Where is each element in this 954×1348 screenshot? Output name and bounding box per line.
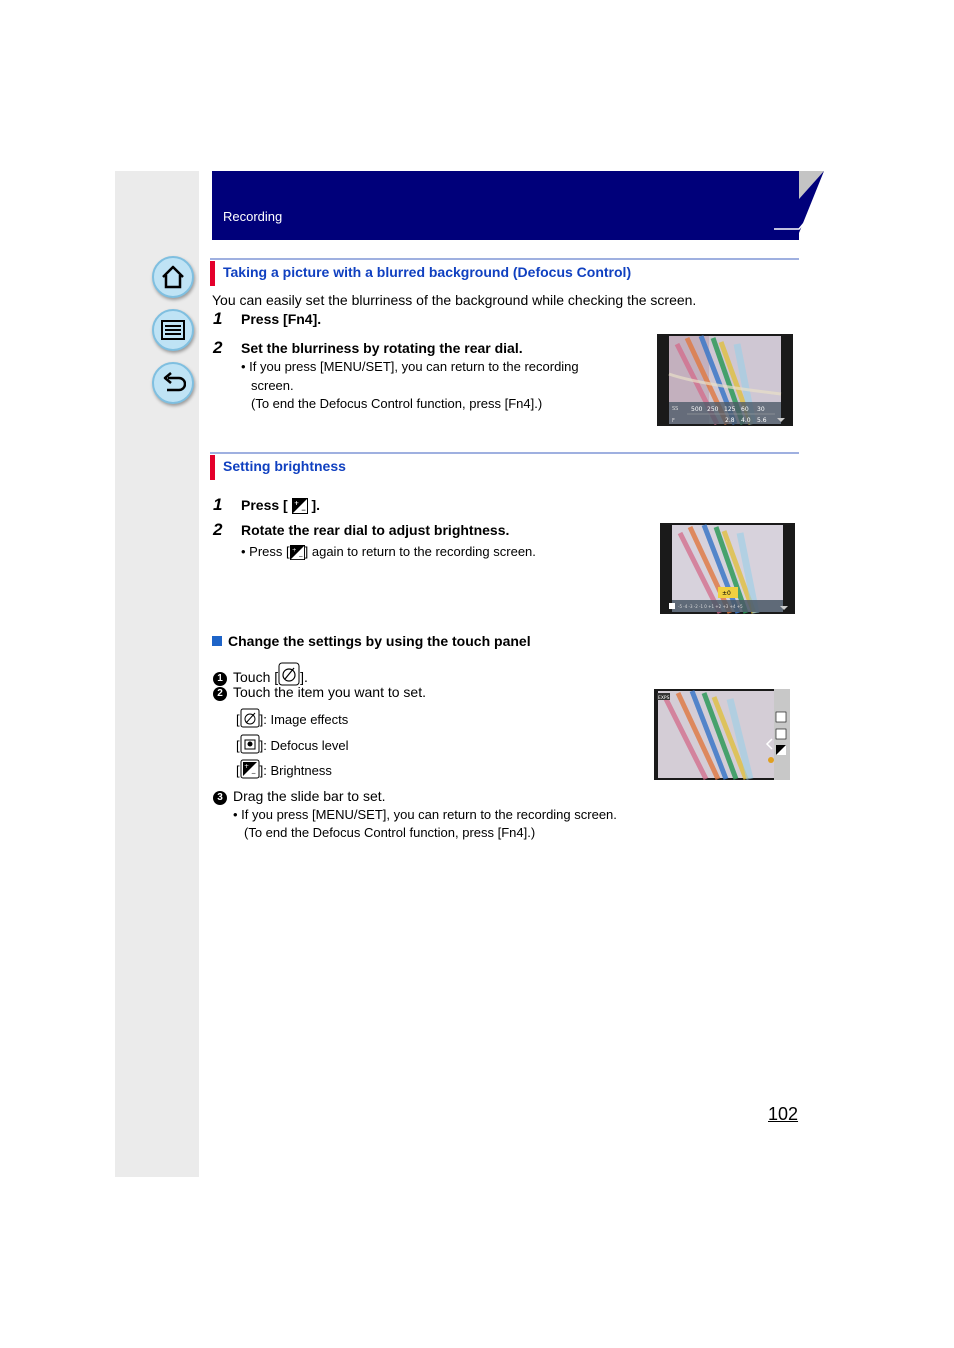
section-heading-brightness <box>210 452 799 482</box>
bullet-post: ] again to return to the recording screen. <box>304 544 536 559</box>
ss-value: 60 <box>741 406 749 413</box>
exposure-compensation-icon <box>292 498 308 514</box>
svg-text:−: − <box>298 554 303 560</box>
section-marker <box>210 261 215 286</box>
f-value: 2.8 <box>725 417 735 424</box>
bullet-line: (To end the Defocus Control function, press [Fn4].) <box>244 825 536 840</box>
option-label: ]: Brightness <box>259 763 332 778</box>
item-text-post: ]. <box>300 669 308 685</box>
header-corner-fold <box>770 171 826 240</box>
bullet-line: (To end the Defocus Control function, press [Fn4].) <box>251 396 543 411</box>
svg-text:+: + <box>243 763 249 770</box>
svg-text:+: + <box>293 500 299 507</box>
bullet-line: If you press [MENU/SET], you can return to the recording <box>249 359 579 374</box>
svg-text:+: + <box>291 547 297 554</box>
defocus-touch-icon <box>278 662 300 686</box>
option-image-effects: [ ]: Image effects <box>236 708 348 728</box>
pencils-photo <box>657 334 793 426</box>
step-number: 1 <box>213 495 223 514</box>
step-number: 1 <box>213 309 223 328</box>
bullet-text: • If you press [MENU/SET], you can return to the recording <box>241 359 579 374</box>
item-text-pre: Touch [ <box>233 669 279 685</box>
bullet-line: If you press [MENU/SET], you can return to the recording screen. <box>241 807 617 822</box>
section-label: Recording <box>223 209 283 224</box>
brightness-scale: -5 -4 -3 -2 -1 0 +1 +2 +3 +4 +5 <box>678 604 743 609</box>
bullet-line: screen. <box>251 378 294 393</box>
item-text: Touch the item you want to set. <box>233 684 426 700</box>
step-text: Set the blurriness by rotating the rear dial. <box>241 340 523 356</box>
defocus-level-icon <box>240 734 260 754</box>
image-effects-icon <box>240 708 260 728</box>
svg-text:F: F <box>672 418 675 424</box>
page-header <box>212 171 799 240</box>
ss-value: 30 <box>757 406 765 413</box>
back-arrow-icon <box>160 370 186 396</box>
option-defocus-level: [ ]: Defocus level <box>236 734 349 754</box>
step-text-pre: Press [ <box>241 497 288 513</box>
section-rule <box>210 452 799 454</box>
page-number: 102 <box>768 1104 799 1124</box>
item-text: Drag the slide bar to set. <box>233 788 386 804</box>
option-brightness: [ + − ]: Brightness <box>236 759 332 779</box>
touch-heading-text: Change the settings by using the touch panel <box>228 633 531 649</box>
menu-list-icon <box>160 317 186 343</box>
ss-value: 250 <box>707 406 719 413</box>
step-number: 2 <box>213 520 223 539</box>
step-text: Rotate the rear dial to adjust brightness. <box>241 522 510 538</box>
circled-number: 2 <box>213 687 227 701</box>
brightness-icon <box>240 759 260 779</box>
step-number: 2 <box>213 338 223 357</box>
screen-badge: EXPS <box>658 696 670 701</box>
section-rule <box>210 258 799 260</box>
pencils-photo <box>660 523 795 614</box>
ss-value: 125 <box>724 406 736 413</box>
pencils-photo <box>654 689 790 780</box>
f-value: 4.0 <box>741 417 751 424</box>
square-bullet-icon <box>212 636 222 646</box>
intro-text: You can easily set the blurriness of the background while checking the screen. <box>212 292 697 308</box>
ss-value: 500 <box>691 406 703 413</box>
circled-number: 3 <box>213 791 227 805</box>
home-button[interactable] <box>152 256 194 298</box>
touch-item-2 <box>213 684 426 701</box>
bullet-text: • If you press [MENU/SET], you can return to the recording screen. <box>233 807 617 822</box>
camera-screen-brightness <box>660 523 795 614</box>
touch-item-1 <box>213 662 308 686</box>
step-text-post: ]. <box>311 497 321 513</box>
touch-heading <box>212 633 531 649</box>
back-button[interactable] <box>152 362 194 404</box>
section-title: Taking a picture with a blurred background (Defocus Control) <box>223 264 632 280</box>
step-text <box>241 497 320 514</box>
section-heading-defocus <box>210 258 799 288</box>
option-label: ]: Defocus level <box>259 738 349 753</box>
svg-text:SS: SS <box>672 406 679 412</box>
brightness-value: ±0 <box>722 590 731 597</box>
exposure-compensation-icon <box>290 545 305 560</box>
bullet-pre: Press [ <box>249 544 290 559</box>
camera-screen-touch <box>654 689 790 780</box>
section-title: Setting brightness <box>223 458 346 474</box>
touch-item-3 <box>213 788 386 805</box>
menu-list-button[interactable] <box>152 309 194 351</box>
svg-text:−: − <box>250 770 256 777</box>
home-icon <box>160 264 186 290</box>
svg-text:−: − <box>300 507 306 514</box>
section-marker <box>210 455 215 480</box>
camera-screen-defocus <box>657 334 793 426</box>
option-label: ]: Image effects <box>259 712 349 727</box>
bullet-text: • Press [ + − ] again to return to the recording screen. <box>241 544 536 560</box>
circled-number: 1 <box>213 672 227 686</box>
step-text: Press [Fn4]. <box>241 311 322 327</box>
f-value: 5.6 <box>757 417 767 424</box>
